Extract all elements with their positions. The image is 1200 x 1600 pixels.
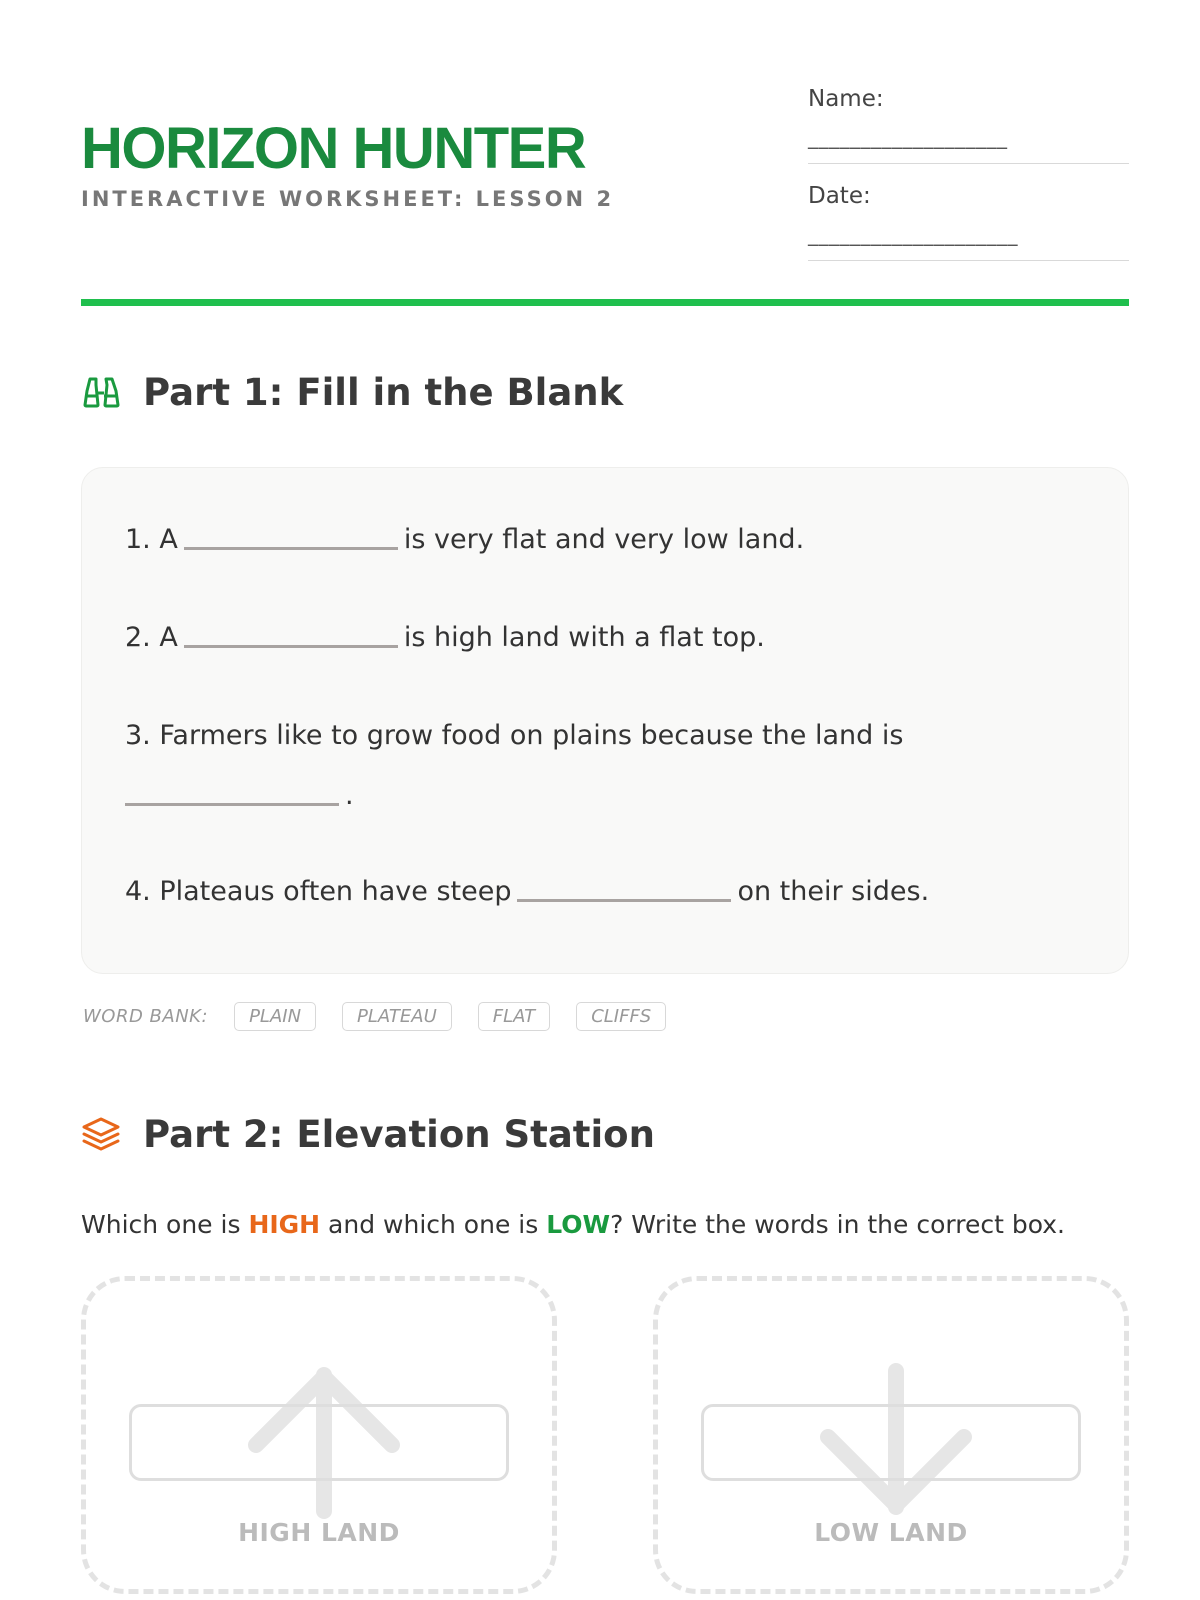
- answer-blank[interactable]: [517, 899, 731, 902]
- low-land-zone: [653, 1276, 1129, 1594]
- question-text: 1. A: [125, 524, 178, 555]
- question-text: is high land with a flat top.: [403, 622, 765, 653]
- student-info: [808, 84, 1129, 278]
- date-blank: ____________________: [808, 222, 1018, 246]
- answer-blank[interactable]: [184, 547, 398, 550]
- worksheet-subtitle: INTERACTIVE WORKSHEET: LESSON 2: [81, 187, 615, 211]
- question-text: 4. Plateaus often have steep: [125, 876, 512, 907]
- instruction-text: ? Write the words in the correct box.: [610, 1210, 1065, 1239]
- answer-blank[interactable]: [125, 803, 339, 806]
- part1-title: Part 1: Fill in the Blank: [143, 371, 624, 414]
- question-text: 2. A: [125, 622, 178, 653]
- date-field[interactable]: [808, 181, 1129, 261]
- high-land-label: HIGH LAND: [238, 1518, 400, 1547]
- part2-heading: [81, 1113, 655, 1156]
- part2-instruction: [81, 1210, 1065, 1239]
- name-blank: ___________________: [808, 125, 1008, 149]
- high-land-answer-box[interactable]: [129, 1404, 509, 1481]
- word-chip[interactable]: CLIFFS: [576, 1002, 666, 1031]
- binoculars-icon: [81, 373, 121, 413]
- instruction-text: and which one is: [320, 1210, 547, 1239]
- question-3-blank-line: [125, 780, 354, 811]
- name-field[interactable]: [808, 84, 1129, 164]
- low-land-label: LOW LAND: [814, 1518, 968, 1547]
- question-text: 3. Farmers like to grow food on plains because the land is: [125, 720, 904, 751]
- question-1: [125, 524, 804, 555]
- word-chip[interactable]: PLATEAU: [342, 1002, 452, 1031]
- part2-title: Part 2: Elevation Station: [143, 1113, 655, 1156]
- question-text: .: [345, 780, 354, 811]
- question-text: is very flat and very low land.: [403, 524, 805, 555]
- answer-blank[interactable]: [184, 645, 398, 648]
- word-bank: [83, 1002, 692, 1031]
- question-2: [125, 622, 765, 653]
- date-label: Date:: [808, 183, 871, 209]
- question-text: on their sides.: [737, 876, 930, 907]
- instruction-text: Which one is: [81, 1210, 249, 1239]
- low-land-answer-box[interactable]: [701, 1404, 1081, 1481]
- high-land-zone: [81, 1276, 557, 1594]
- word-chip[interactable]: PLAIN: [234, 1002, 316, 1031]
- question-3: [125, 720, 903, 751]
- word-bank-label: WORD BANK:: [83, 1006, 209, 1027]
- worksheet-title: HORIZON HUNTER: [81, 116, 586, 181]
- instruction-high: HIGH: [248, 1210, 321, 1239]
- name-label: Name:: [808, 86, 884, 112]
- question-4: [125, 876, 929, 907]
- fill-in-blank-box: [81, 467, 1129, 974]
- word-chip[interactable]: FLAT: [478, 1002, 550, 1031]
- header-divider: [81, 299, 1129, 306]
- worksheet-page: [81, 0, 1129, 1600]
- layers-icon: [81, 1115, 121, 1155]
- part1-heading: [81, 371, 623, 414]
- instruction-low: LOW: [546, 1210, 611, 1239]
